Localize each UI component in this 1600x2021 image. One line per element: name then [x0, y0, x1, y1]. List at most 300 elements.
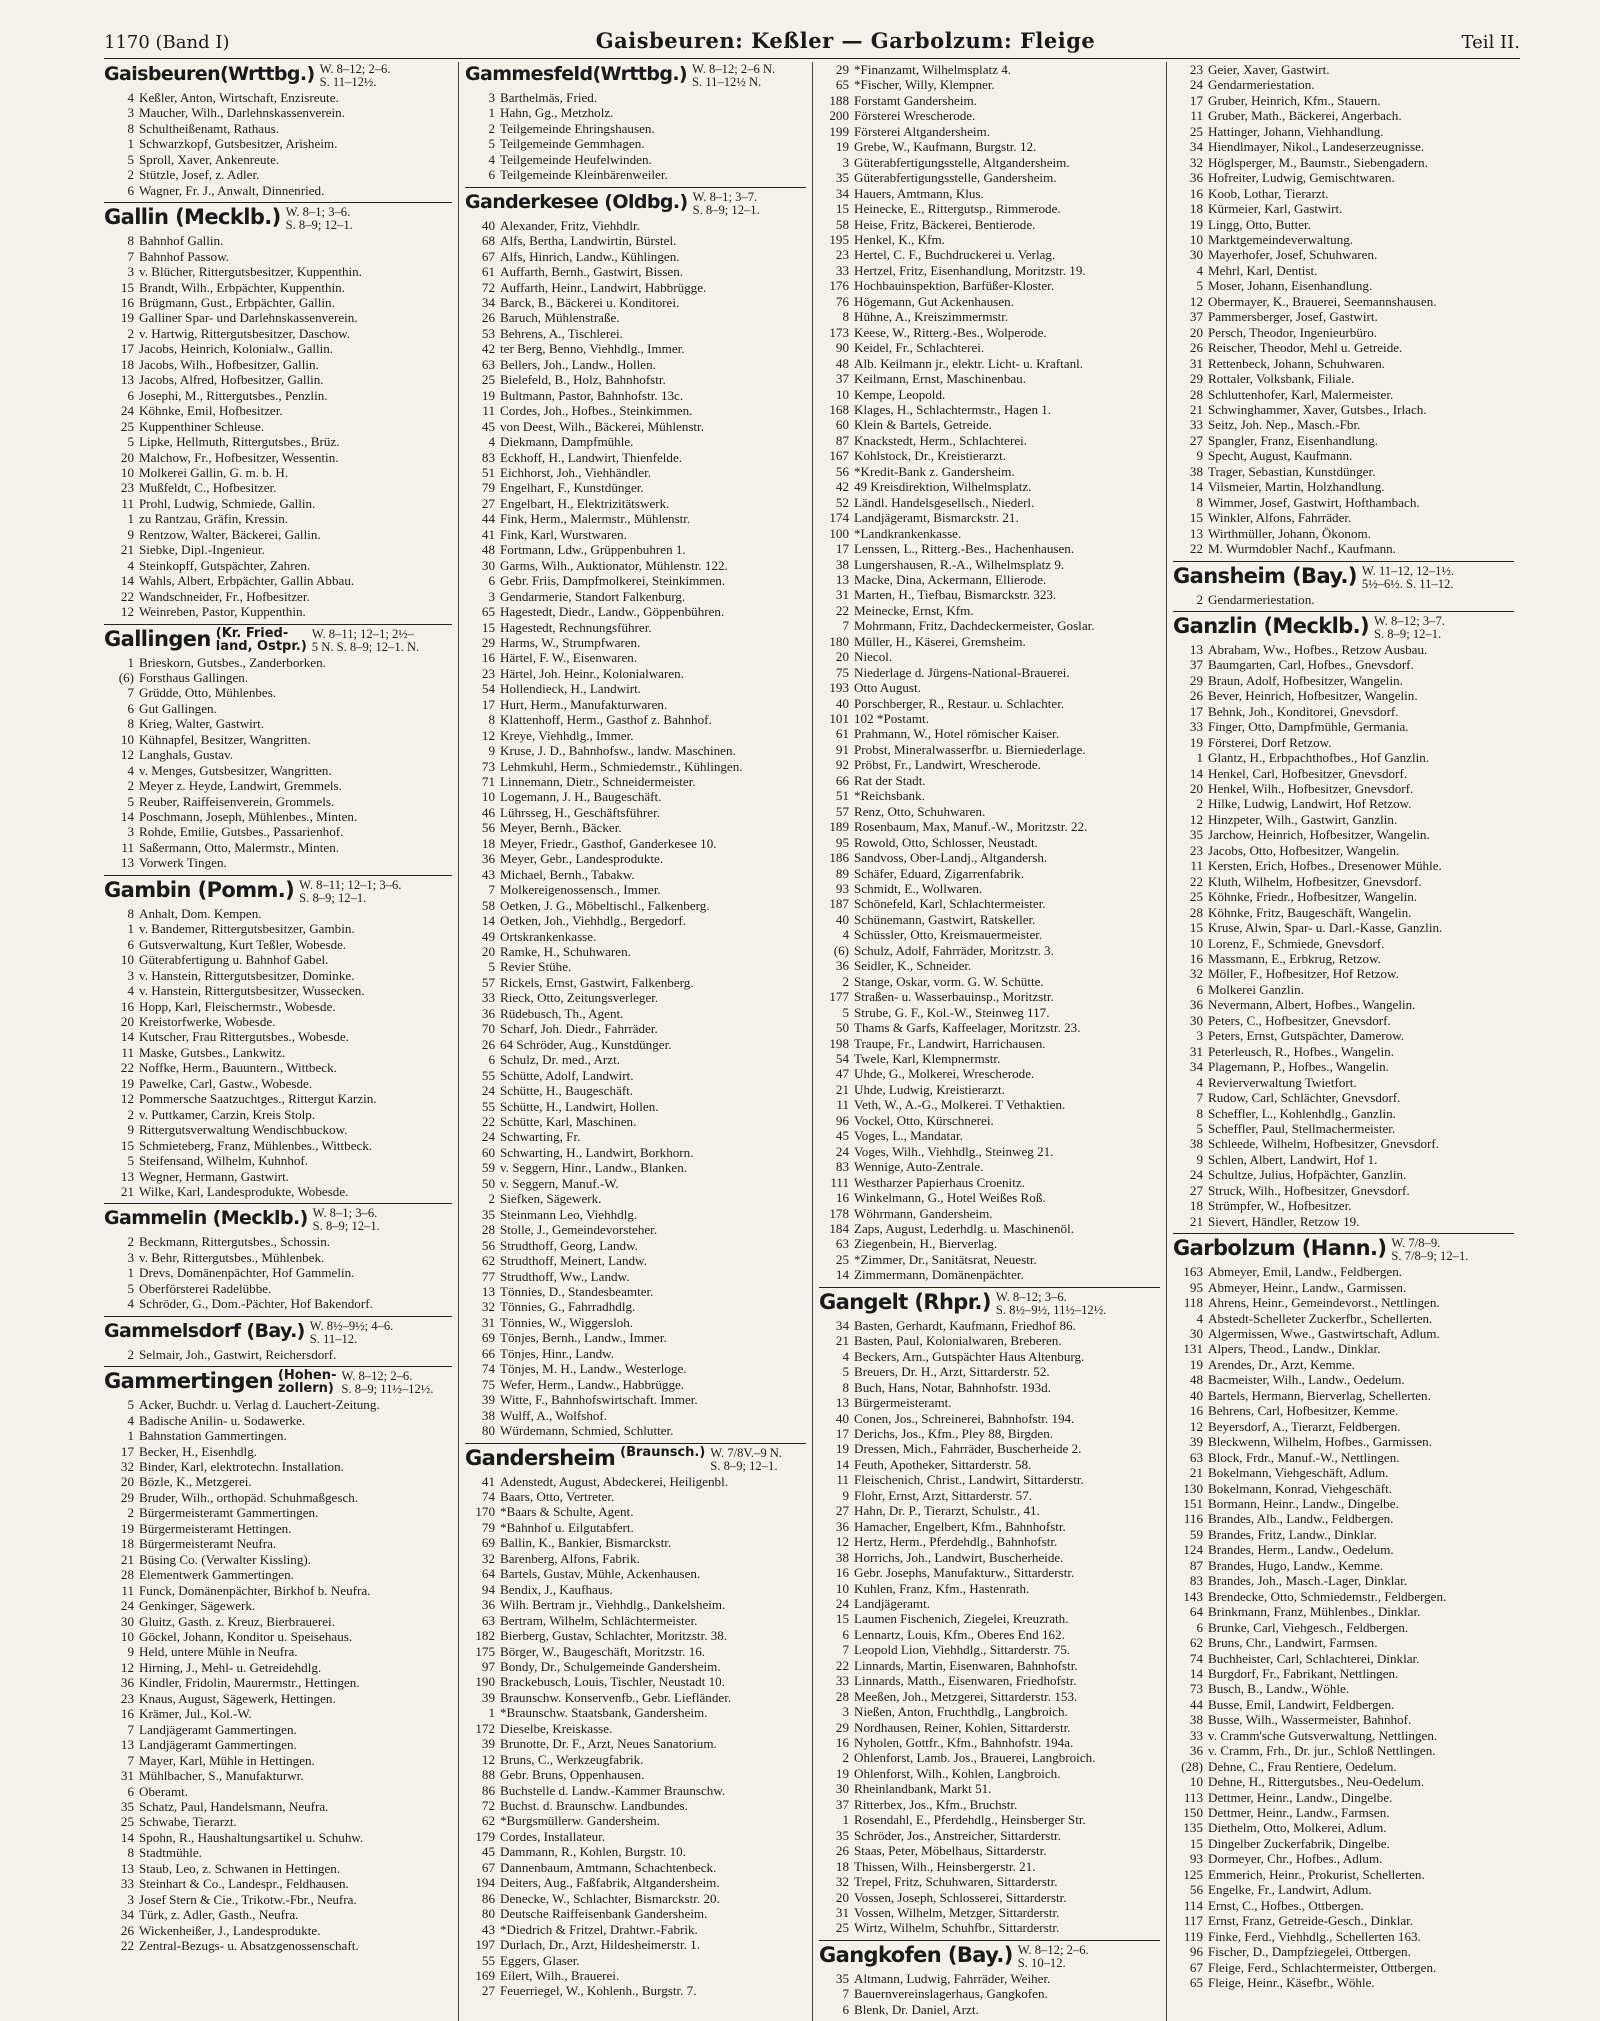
entry-text: Nießen, Anton, Fruchthdlg., Langbroich.	[854, 1704, 1068, 1720]
entry-text: Algermissen, Wwe., Gastwirtschaft, Adlum.	[1208, 1325, 1440, 1341]
entry-text: Vossen, Joseph, Schlosserei, Sittarderstr.	[854, 1889, 1067, 1905]
directory-entry	[819, 1144, 1160, 1159]
directory-entry	[104, 511, 452, 526]
directory-entry	[1173, 247, 1514, 262]
entry-text: Strümpfer, W., Hofbesitzer.	[1208, 1198, 1352, 1214]
entry-number: 41	[481, 1473, 495, 1489]
directory-entry	[1173, 510, 1514, 525]
entry-text: Dormeyer, Chr., Hofbes., Adlum.	[1208, 1851, 1383, 1867]
entry-text: Strudthoff, Georg, Landw.	[500, 1237, 638, 1253]
entry-number: 28	[1189, 904, 1203, 920]
entry-number: 2	[488, 1191, 495, 1207]
entry-text: Porschberger, R., Restaur. u. Schlachter.	[854, 695, 1065, 711]
directory-entry	[465, 728, 806, 743]
entry-text: Bendix, J., Kaufhaus.	[500, 1581, 613, 1597]
entry-text: Jacobs, Otto, Hofbesitzer, Wangelin.	[1208, 842, 1400, 858]
entry-text: Kindler, Fridolin, Maurermstr., Hettingen.	[139, 1675, 360, 1691]
entry-text: Güterabfertigung u. Bahnhof Gabel.	[139, 952, 329, 968]
entry-text: Brackebusch, Louis, Tischler, Neustadt 10.	[500, 1674, 725, 1690]
entry-text: Barthelmäs, Fried.	[500, 90, 598, 105]
directory-entry	[104, 295, 452, 310]
entry-number: 12	[1189, 811, 1203, 827]
directory-entry	[819, 1519, 1160, 1534]
entry-number: 12	[1189, 1418, 1203, 1434]
directory-entry	[819, 1581, 1160, 1596]
entry-number: 19	[481, 387, 495, 403]
entry-text: Thissen, Wilh., Heinsbergerstr. 21.	[854, 1858, 1036, 1874]
directory-entry	[819, 278, 1160, 293]
entry-text: Veth, W., A.-G., Molkerei. T Vethaktien.	[854, 1097, 1066, 1113]
directory-entry	[1173, 812, 1514, 827]
directory-entry	[104, 573, 452, 588]
entry-number: 66	[835, 772, 849, 788]
directory-entry	[104, 763, 452, 778]
entry-number: 180	[829, 633, 849, 649]
entry-text: Kutscher, Frau Rittergutsbes., Wobesde.	[139, 1029, 349, 1045]
directory-entry	[104, 434, 452, 449]
entry-text: Brieskorn, Gutsbes., Zanderborken.	[139, 654, 326, 670]
directory-entry	[465, 1551, 806, 1566]
place-name: Gandersheim	[465, 1445, 616, 1470]
entry-text: Derichs, Jos., Kfm., Pley 88, Birgden.	[854, 1425, 1054, 1441]
entry-text: Dannenbaum, Amtmann, Schachtenbeck.	[500, 1859, 717, 1875]
entry-text: Gebr. Josephs, Manufakturw., Sittarderstr.	[854, 1565, 1075, 1581]
entry-text: Lipke, Hellmuth, Rittergutsbes., Brüz.	[139, 434, 340, 450]
entry-text: Peters, C., Hofbesitzer, Gnevsdorf.	[1208, 1012, 1391, 1028]
entry-text: Börger, W., Baugeschäft, Moritzstr. 16.	[500, 1643, 706, 1659]
office-hours: W. 8–11; 12–1; 2½– 5 N. S. 8–9; 12–1. N.	[311, 626, 420, 654]
entry-text: *Burgsmüllerw. Gandersheim.	[500, 1813, 661, 1829]
entry-text: Wefer, Herm., Landw., Habbrügge.	[500, 1376, 685, 1392]
entry-text: Becker, H., Eisenhdlg.	[139, 1443, 258, 1459]
entry-number: 65	[835, 77, 849, 93]
entry-text: Baumgarten, Carl, Hofbes., Gnevsdorf.	[1208, 657, 1414, 673]
directory-entry	[1173, 1136, 1514, 1151]
entry-text: Rowold, Otto, Schlosser, Neustadt.	[854, 834, 1038, 850]
entry-text: Schultze, Julius, Hofpächter, Ganzlin.	[1208, 1167, 1407, 1183]
entry-number: 22	[120, 1938, 134, 1954]
directory-entry	[1173, 1214, 1514, 1229]
directory-entry	[819, 1874, 1160, 1889]
entry-text: Beckers, Arn., Gutspächter Haus Altenburg.	[854, 1348, 1085, 1364]
entry-number: 117	[1183, 1913, 1203, 1929]
office-hours: W. 8–1; 3–7. S. 8–9; 12–1.	[692, 189, 760, 217]
entry-number: 10	[120, 952, 134, 968]
directory-entry	[819, 2002, 1160, 2017]
entry-number: 2	[127, 1505, 134, 1521]
entry-text: Tönnies, W., Wiggersloh.	[500, 1314, 634, 1330]
directory-entry	[819, 835, 1160, 850]
entry-number: 34	[1189, 139, 1203, 155]
directory-entry	[1173, 966, 1514, 981]
directory-entry	[465, 589, 806, 604]
directory-entry	[104, 152, 452, 167]
entry-text: Trepel, Fritz, Schuhwaren, Sittarderstr.	[854, 1874, 1058, 1890]
entry-number: 4	[1196, 1310, 1203, 1326]
entry-number: 2	[1196, 591, 1203, 607]
entry-text: Bartels, Gustav, Mühle, Ackenhausen.	[500, 1566, 701, 1582]
entry-text: Krieg, Walter, Gastwirt.	[139, 716, 265, 732]
entry-text: Ortskrankenkasse.	[500, 928, 597, 944]
directory-entry	[819, 186, 1160, 201]
entry-number: 131	[1183, 1341, 1203, 1357]
directory-entry	[819, 1267, 1160, 1282]
entry-number: 187	[829, 896, 849, 912]
place-name: Gambin (Pomm.)	[104, 877, 295, 902]
entry-text: Laumen Fischenich, Ziegelei, Kreuzrath.	[854, 1611, 1069, 1627]
entry-number: 5	[127, 1280, 134, 1296]
entry-number: 24	[120, 403, 134, 419]
entry-text: Flohr, Ernst, Arzt, Sittarderstr. 57.	[854, 1487, 1033, 1503]
directory-entry	[104, 1347, 452, 1362]
entry-text: Rat der Stadt.	[854, 772, 926, 788]
entry-text: ter Berg, Benno, Viehhdlg., Immer.	[500, 341, 685, 357]
entry-text: Uhde, Ludwig, Kreistierarzt.	[854, 1081, 1005, 1097]
entry-number: 24	[835, 1595, 849, 1611]
entry-number: 63	[1189, 1449, 1203, 1465]
directory-entry	[465, 1752, 806, 1767]
entry-number: 36	[1189, 997, 1203, 1013]
entry-text: Schütte, H., Baugeschäft.	[500, 1083, 634, 1099]
entry-number: 4	[842, 927, 849, 943]
entry-text: Härtel, Joh. Heinr., Kolonialwaren.	[500, 665, 684, 681]
entry-number: 38	[1189, 1712, 1203, 1728]
directory-entry	[465, 836, 806, 851]
directory-entry	[1173, 309, 1514, 324]
entry-number: 42	[835, 479, 849, 495]
entry-text: Bürgermeisteramt Neufra.	[139, 1536, 277, 1552]
entry-number: 31	[835, 587, 849, 603]
directory-entry	[819, 1318, 1160, 1333]
entry-number: 34	[120, 1907, 134, 1923]
entry-text: Dehne, C., Frau Rentiere, Oedelum.	[1208, 1758, 1397, 1774]
entry-text: Heise, Fritz, Bäckerei, Bentierode.	[854, 216, 1036, 232]
place-name: Gammesfeld(Wrttbg.)	[465, 63, 688, 85]
entry-text: Sandvoss, Ober-Landj., Altgandersh.	[854, 850, 1048, 866]
entry-number: 86	[481, 1890, 495, 1906]
entry-number: 28	[481, 1222, 495, 1238]
entry-number: 7	[127, 1752, 134, 1768]
entry-number: 46	[481, 804, 495, 820]
entry-number: 51	[481, 464, 495, 480]
entry-text: Traupe, Fr., Landwirt, Harrichausen.	[854, 1035, 1046, 1051]
entry-number: 15	[481, 619, 495, 635]
entry-number: 9	[1196, 448, 1203, 464]
entry-number: 7	[842, 618, 849, 634]
entry-text: Müller, H., Käserei, Gremsheim.	[854, 633, 1026, 649]
entry-text: Cordes, Installateur.	[500, 1828, 606, 1844]
entry-text: Keese, W., Ritterg.-Bes., Wolperode.	[854, 324, 1047, 340]
directory-entry	[104, 542, 452, 557]
entry-text: Hofreiter, Ludwig, Gemischtwaren.	[1208, 170, 1395, 186]
entry-number: 14	[120, 1029, 134, 1045]
entry-number: 60	[481, 1144, 495, 1160]
entry-number: 5	[127, 434, 134, 450]
entry-number: 69	[481, 1535, 495, 1551]
entry-text: Abmeyer, Emil, Landw., Feldbergen.	[1208, 1264, 1403, 1280]
directory-entry	[104, 1644, 452, 1659]
entry-text: Pröbst, Fr., Landwirt, Wrescherode.	[854, 757, 1041, 773]
entry-number: 87	[835, 432, 849, 448]
entry-number: 1	[842, 1812, 849, 1828]
directory-entry	[1173, 642, 1514, 657]
entry-number: 14	[1189, 765, 1203, 781]
directory-entry	[1173, 526, 1514, 541]
entry-number: 188	[829, 92, 849, 108]
entry-number: 38	[835, 1549, 849, 1565]
entry-number: 93	[835, 881, 849, 897]
entry-text: Teilgemeinde Kleinbärenweiler.	[500, 167, 668, 183]
entry-text: Basten, Gerhardt, Kaufmann, Friedhof 86.	[854, 1317, 1076, 1333]
entry-text: Busse, Emil, Landwirt, Feldbergen.	[1208, 1696, 1395, 1712]
directory-entry	[1173, 402, 1514, 417]
directory-entry	[1173, 905, 1514, 920]
entry-text: v. Hanstein, Rittergutsbesitzer, Wussecken.	[139, 983, 365, 999]
directory-entry	[104, 1722, 452, 1737]
entry-text: Bokelmann, Viehgeschäft, Adlum.	[1208, 1465, 1389, 1481]
entry-text: *Kredit-Bank z. Gandersheim.	[854, 463, 1015, 479]
entry-number: 22	[120, 588, 134, 604]
entry-text: Malchow, Fr., Hofbesitzer, Wessentin.	[139, 449, 339, 465]
entry-number: 55	[481, 1067, 495, 1083]
directory-entry	[1173, 1183, 1514, 1198]
entry-number: 8	[127, 716, 134, 732]
directory-entry	[465, 990, 806, 1005]
entry-text: Grebe, W., Kaufmann, Burgstr. 12.	[854, 139, 1037, 155]
entry-text: Linnards, Matth., Eisenwaren, Friedhofstr.	[854, 1673, 1077, 1689]
entry-text: Thams & Garfs, Kaffeelager, Moritzstr. 23.	[854, 1020, 1081, 1036]
directory-entry	[819, 974, 1160, 989]
directory-entry	[819, 1797, 1160, 1812]
entry-text: Prohl, Ludwig, Schmiede, Gallin.	[139, 495, 316, 511]
directory-entry	[465, 1145, 806, 1160]
directory-entry	[1173, 827, 1514, 842]
entry-text: Högemann, Gut Ackenhausen.	[854, 293, 1014, 309]
entry-number: 101	[829, 711, 849, 727]
directory-entry	[819, 773, 1160, 788]
entry-number: 42	[481, 341, 495, 357]
entry-text: Deutsche Raiffeisenbank Gandersheim.	[500, 1906, 708, 1922]
entry-text: Bertram, Wilhelm, Schlächtermeister.	[500, 1612, 698, 1628]
entry-number: 13	[835, 571, 849, 587]
entry-number: 177	[829, 989, 849, 1005]
directory-entry	[465, 1968, 806, 1983]
directory-entry	[465, 1474, 806, 1489]
directory-entry	[1173, 858, 1514, 873]
entry-number: 32	[1189, 154, 1203, 170]
directory-entry	[465, 90, 806, 105]
directory-entry	[1173, 1666, 1514, 1681]
entry-text: Kruse, J. D., Bahnhofsw., landw. Maschinen.	[500, 743, 736, 759]
directory-entry	[465, 326, 806, 341]
entry-text: Feuth, Apotheker, Sittarderstr. 58.	[854, 1456, 1032, 1472]
entry-number: 35	[835, 1827, 849, 1843]
directory-entry	[1173, 62, 1514, 77]
entry-text: Abstedt-Schelleter Zuckerfbr., Schellerten.	[1208, 1310, 1433, 1326]
entry-text: Ohlenforst, Wilh., Kohlen, Langbroich.	[854, 1765, 1061, 1781]
entry-number: 25	[120, 418, 134, 434]
entry-text: Witte, F., Bahnhofswirtschaft. Immer.	[500, 1392, 698, 1408]
entry-text: Ernst, C., Hofbes., Ottbergen.	[1208, 1897, 1364, 1913]
directory-entry	[104, 1459, 452, 1474]
entry-number: 86	[481, 1782, 495, 1798]
entry-text: Badische Anilin- u. Sodawerke.	[139, 1412, 306, 1428]
directory-entry	[104, 604, 452, 619]
entry-text: Klein & Bartels, Getreide.	[854, 417, 992, 433]
entry-text: Fleige, Ferd., Schlachtermeister, Ottbergen.	[1208, 1959, 1437, 1975]
entry-number: 48	[1189, 1372, 1203, 1388]
directory-entry	[1173, 1450, 1514, 1465]
entry-text: Bözle, K., Metzgerei.	[139, 1474, 252, 1490]
entry-number: 62	[1189, 1635, 1203, 1651]
directory-entry	[819, 170, 1160, 185]
directory-entry	[465, 1315, 806, 1330]
directory-entry	[104, 824, 452, 839]
entry-number: 54	[835, 1051, 849, 1066]
entry-number: 22	[835, 602, 849, 618]
entry-text: Henkel, Carl, Hofbesitzer, Gnevsdorf.	[1208, 765, 1408, 781]
entry-text: Keßler, Anton, Wirtschaft, Enzisreute.	[139, 90, 339, 105]
entry-text: Glantz, H., Erbpachthofbes., Hof Ganzlin.	[1208, 750, 1430, 766]
directory-entry	[465, 218, 806, 233]
entry-number: 43	[481, 1921, 495, 1937]
directory-entry	[819, 309, 1160, 324]
directory-entry	[465, 105, 806, 120]
entry-text: Wandschneider, Fr., Hofbesitzer.	[139, 588, 310, 604]
entry-number: 14	[835, 1267, 849, 1283]
page-number: 1170 (Band I)	[104, 32, 230, 53]
office-hours: W. 8–1; 3–6. S. 8–9; 12–1.	[312, 1206, 380, 1234]
directory-entry	[104, 1737, 452, 1752]
entry-number: 16	[1189, 185, 1203, 201]
directory-entry	[465, 1535, 806, 1550]
entry-text: Tönjes, Hinr., Landw.	[500, 1345, 615, 1361]
entry-number: 83	[1189, 1573, 1203, 1589]
entry-number: 194	[475, 1875, 495, 1891]
directory-entry	[465, 1721, 806, 1736]
entry-number: 173	[829, 324, 849, 340]
entry-number: 74	[481, 1488, 495, 1504]
entry-text: Ländl. Handelsgesellsch., Niederl.	[854, 494, 1035, 510]
entry-number: 25	[481, 372, 495, 388]
office-hours: W. 11–12, 12–1½. 5½–6½. S. 11–12.	[1361, 563, 1455, 591]
entry-number: 93	[1189, 1851, 1203, 1867]
directory-entry	[465, 1176, 806, 1191]
entry-number: 15	[835, 201, 849, 217]
entry-number: 5	[488, 136, 495, 152]
entry-text: Zentral-Bezugs- u. Absatzgenossenschaft.	[139, 1938, 359, 1954]
directory-entry	[819, 649, 1160, 664]
entry-number: 8	[1196, 1105, 1203, 1121]
place-heading	[104, 1366, 452, 1396]
directory-entry	[465, 851, 806, 866]
entry-text: v. Blücher, Rittergutsbesitzer, Kuppenthin.	[139, 264, 362, 280]
entry-text: Kühnapfel, Besitzer, Wangritten.	[139, 731, 311, 747]
directory-entry	[819, 711, 1160, 726]
entry-number: 73	[1189, 1681, 1203, 1697]
entry-number: 34	[835, 1317, 849, 1333]
directory-entry	[819, 726, 1160, 741]
office-hours: W. 8–12; 3–6. S. 8½–9½, 11½–12½.	[995, 1289, 1107, 1317]
entry-text: Tönjes, Bernh., Landw., Immer.	[500, 1330, 667, 1346]
entry-text: Nyholen, Gottfr., Kfm., Bahnhofstr. 194a.	[854, 1735, 1074, 1751]
entry-text: Behrens, Carl, Hofbesitzer, Kemme.	[1208, 1403, 1399, 1419]
entry-number: 44	[1189, 1696, 1203, 1712]
entry-text: Landjägeramt Gammertingen.	[139, 1737, 297, 1753]
entry-number: 6	[1196, 1619, 1203, 1635]
place-section	[104, 875, 452, 1200]
entry-text: Feuerriegel, W., Kohlenh., Burgstr. 7.	[500, 1983, 697, 1999]
entry-number: (28)	[1181, 1758, 1203, 1774]
entry-number: 47	[835, 1066, 849, 1082]
entry-text: Oberförsterei Radelübbe.	[139, 1280, 272, 1296]
entry-number: 30	[1189, 1325, 1203, 1341]
entry-number: 16	[120, 1706, 134, 1722]
entry-number: 8	[127, 120, 134, 136]
entry-number: 17	[835, 1425, 849, 1441]
entry-text: Bahnhof Passow.	[139, 248, 230, 264]
directory-entry	[465, 1659, 806, 1674]
entry-number: 31	[835, 1905, 849, 1921]
entry-number: 186	[829, 850, 849, 866]
entry-text: *Finanzamt, Wilhelmsplatz 4.	[854, 62, 1012, 77]
entry-text: Landjägeramt, Bismarckstr. 21.	[854, 510, 1019, 526]
entry-text: Geier, Xaver, Gastwirt.	[1208, 62, 1330, 77]
entry-text: Binder, Karl, elektrotechn. Installation.	[139, 1458, 344, 1474]
entry-number: 195	[829, 231, 849, 247]
entry-text: Buchstelle d. Landw.-Kammer Braunschw.	[500, 1782, 726, 1798]
directory-entry	[819, 433, 1160, 448]
directory-entry	[1173, 1028, 1514, 1043]
entry-text: Brunke, Carl, Viehgesch., Feldbergen.	[1208, 1619, 1409, 1635]
entry-number: 3	[127, 264, 134, 280]
directory-entry	[1173, 479, 1514, 494]
entry-text: Breuers, Dr. H., Arzt, Sittarderstr. 52.	[854, 1364, 1050, 1380]
entry-text: Kuhlen, Franz, Kfm., Hastenrath.	[854, 1580, 1030, 1596]
directory-entry	[1173, 1743, 1514, 1758]
entry-text: Bruns, C., Werkzeugfabrik.	[500, 1751, 644, 1767]
directory-entry	[819, 1534, 1160, 1549]
entry-text: Teilgemeinde Heufelwinden.	[500, 151, 652, 167]
entry-text: Niecol.	[854, 649, 893, 665]
entry-text: Finke, Ferd., Viehhdlg., Schellerten 163.	[1208, 1928, 1421, 1944]
entry-number: 20	[835, 1889, 849, 1905]
entry-text: Abraham, Ww., Hofbes., Retzow Ausbau.	[1208, 641, 1428, 657]
entry-text: Försterei Wrescherode.	[854, 108, 976, 124]
directory-entry	[819, 1349, 1160, 1364]
entry-number: 20	[120, 1474, 134, 1490]
entry-number: 111	[830, 1174, 849, 1190]
directory-entry	[819, 479, 1160, 494]
directory-entry	[1173, 356, 1514, 371]
entry-text: Alpers, Theod., Landw., Dinklar.	[1208, 1341, 1381, 1357]
entry-text: Bever, Heinrich, Hofbesitzer, Wangelin.	[1208, 688, 1418, 704]
directory-entry	[1173, 1419, 1514, 1434]
entry-number: 6	[488, 167, 495, 183]
directory-entry	[104, 716, 452, 731]
directory-entry	[1173, 1820, 1514, 1835]
entry-number: 97	[481, 1658, 495, 1674]
directory-entry	[819, 77, 1160, 92]
directory-entry	[1173, 1681, 1514, 1696]
directory-entry	[465, 1922, 806, 1937]
entry-number: 20	[835, 649, 849, 665]
directory-entry	[465, 697, 806, 712]
entry-number: 75	[481, 1376, 495, 1392]
directory-entry	[819, 93, 1160, 108]
directory-entry	[104, 1444, 452, 1459]
entry-text: Tönnies, D., Standesbeamter.	[500, 1283, 654, 1299]
